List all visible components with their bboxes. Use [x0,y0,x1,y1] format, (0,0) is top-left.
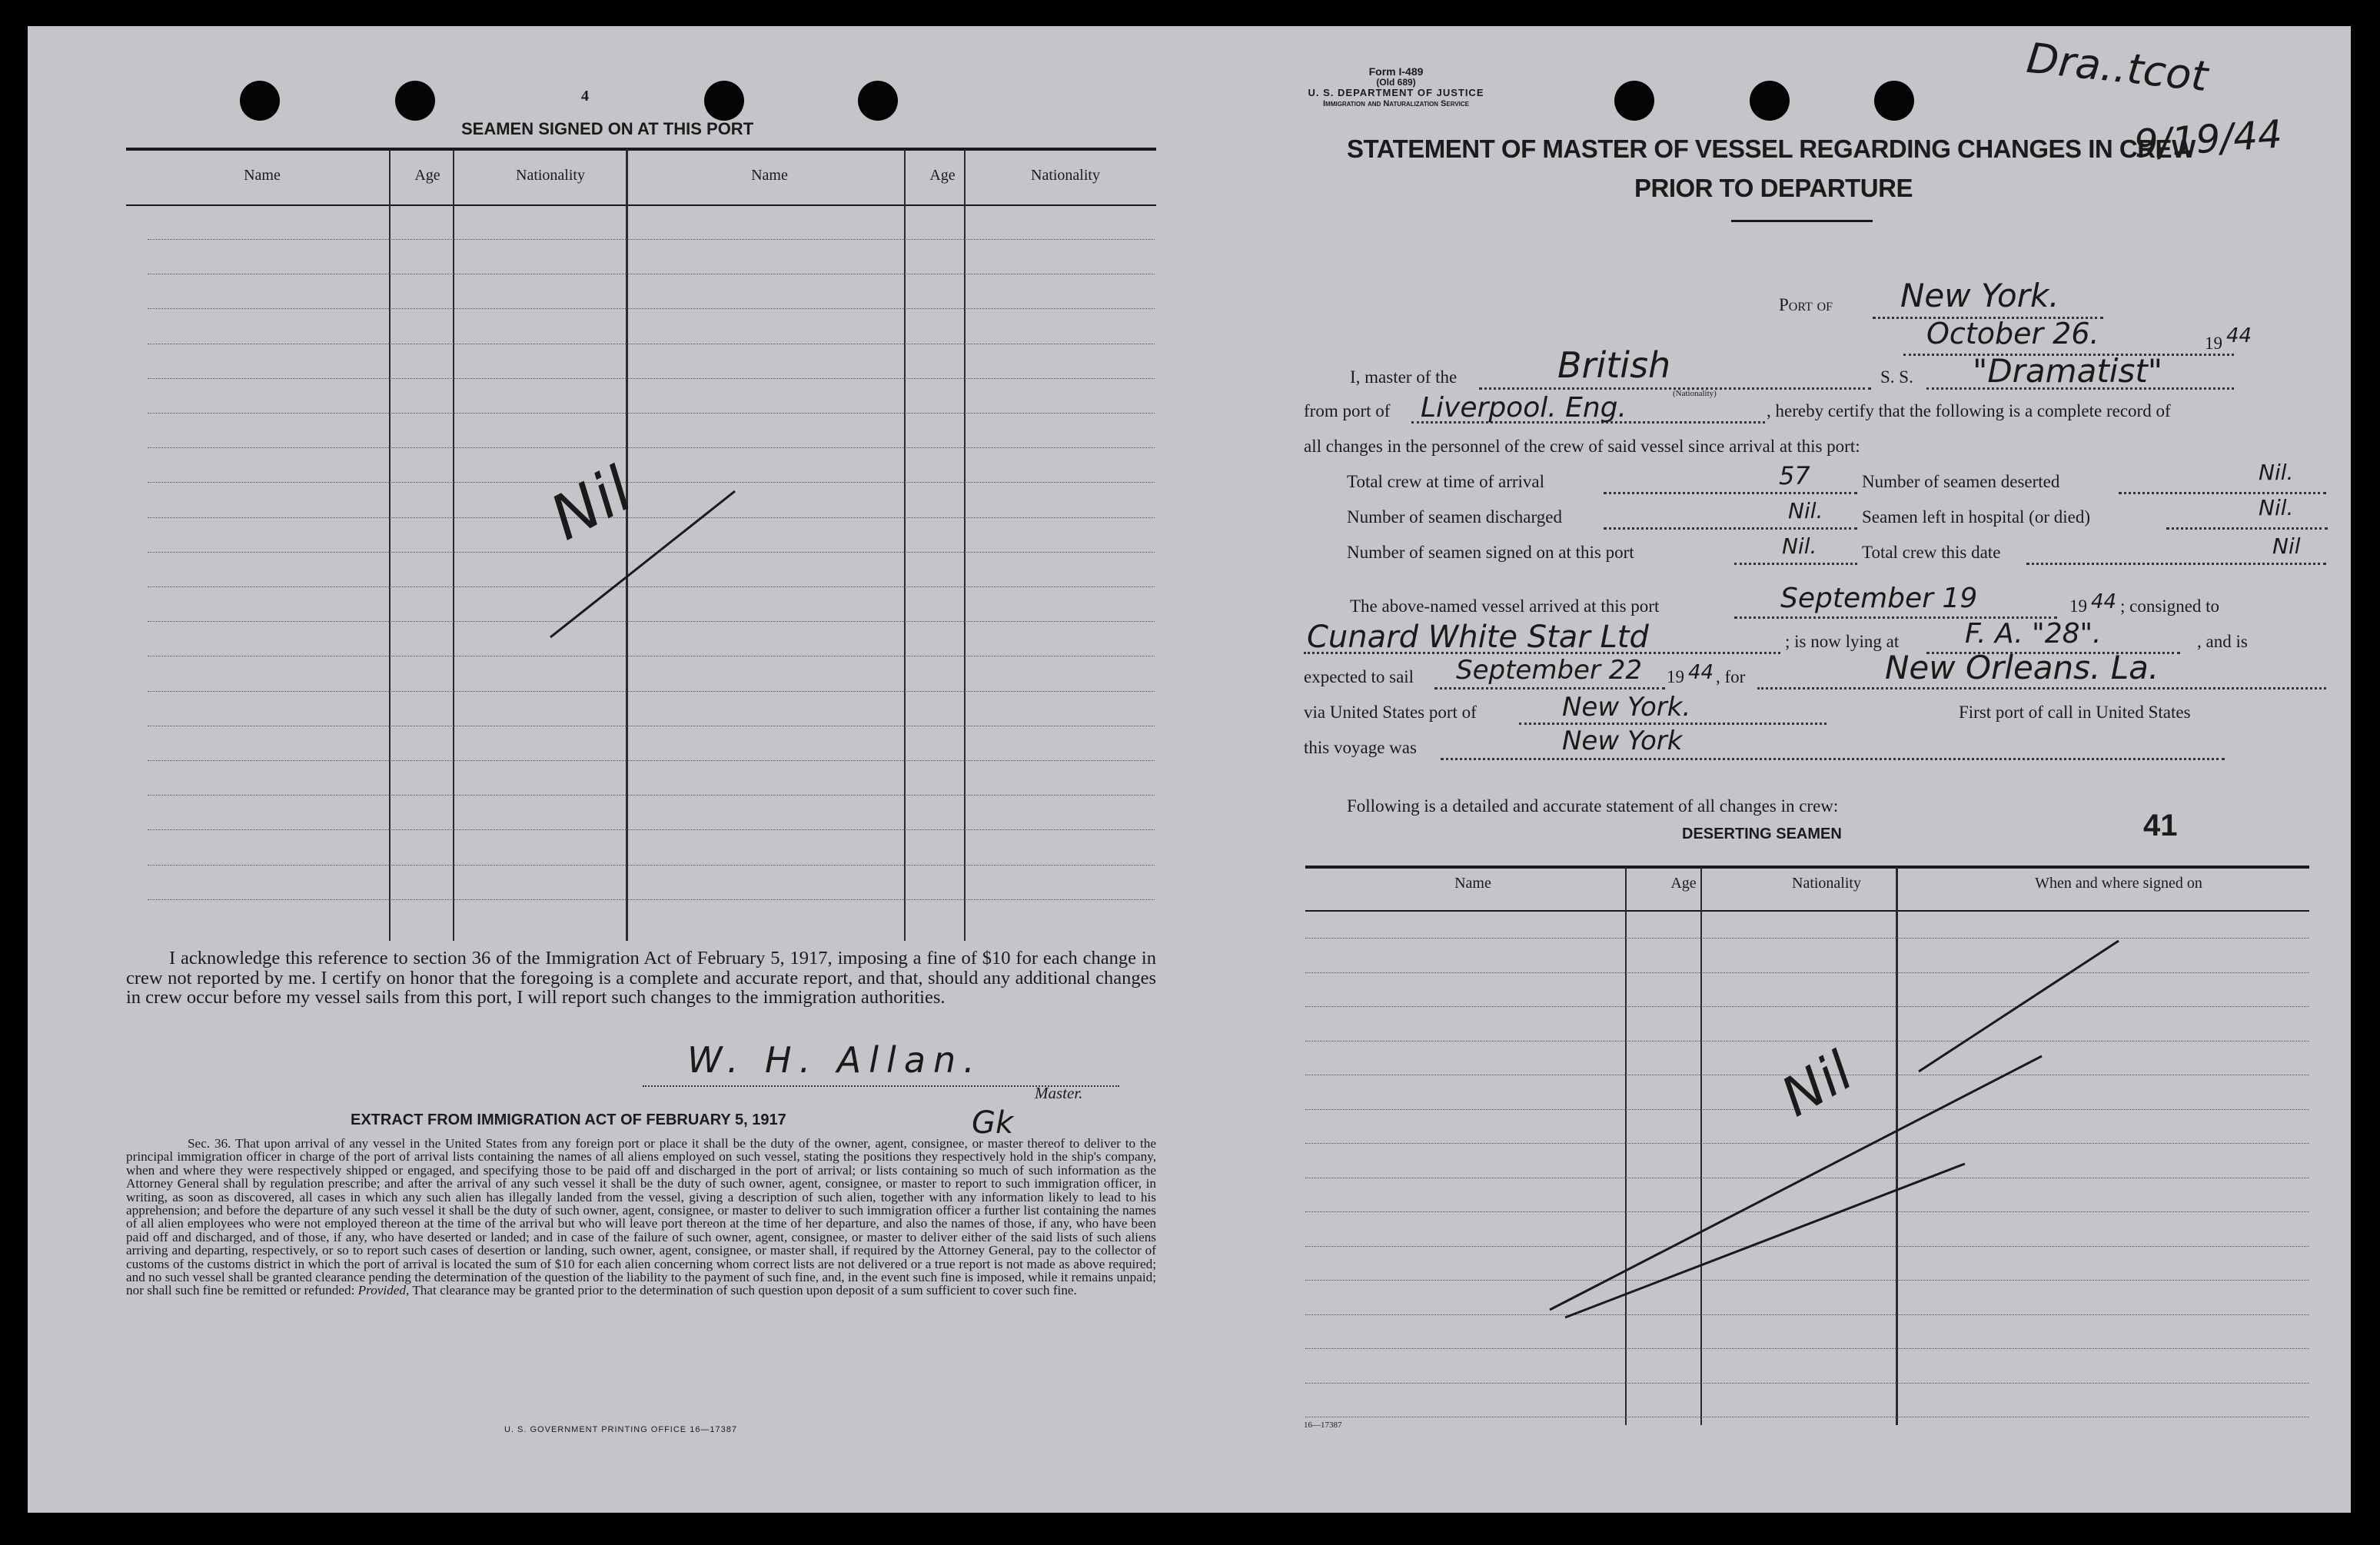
consignee: Cunard White Star Ltd [1307,620,1649,655]
svg-text:Nil: Nil [539,453,644,554]
lying-label: ; is now lying at [1785,632,1900,651]
hospital-value: Nil. [2259,495,2294,520]
extract-text [126,1137,1156,1297]
col-header-age: Age [414,167,440,184]
punch-hole [1874,81,1914,121]
from-port-value: Liverpool. Eng. [1421,392,1627,424]
form-title-line2: PRIOR TO DEPARTURE [1634,174,1913,202]
col-header-name: Name [751,167,788,184]
port-label: Port of [1779,295,1833,314]
changes-text: all changes in the personnel of the crew of said vessel since arrival at this port: [1304,437,1860,456]
extract-body: That upon arrival of any vessel in the United States from any foreign port or place it shall be the duty of the owner, agent, consignee, or master thereof to deliver to the principal immigration officer in charge of the port of arrival lists containing the names of all aliens employed on such vessel, stating the positions they respectively hold in the ship's company, when and where they were respectively shipped or engaged, and specifying those to be paid off and discharged in the port of arrival; or lists containing so much of such information as the Attorney General shall by regulation prescribe; and after the arrival of any such vessel it shall be the duty of such owner, agent, consignee, or master to report to such immigration officer, in writing, as soon as discovered, all cases in which any such alien has illegally landed from the vessel, giving a description of such alien, together with any information likely to lead to his apprehension; and before the departure of any such vessel it shall be the duty of such owner, agent, consignee, or master to deliver to such immigration officer a further list containing the names of all alien employees who were not employed thereon at the time of the arrival but who will leave port thereon at the time of her departure, and also the names of those, if any, who have been paid off and discharged, and of those, if any, who have deserted or landed; and in case of the failure of such owner, agent, consignee, or master to deliver either of the said lists of such aliens arriving and departing, respectively, or so to report such cases of desertion or landing, such owner, agent, consignee, or master shall, if required by the Attorney General, pay to the collector of customs of the customs district in which the port of arrival is located the sum of $10 for each alien concerning whom correct lists are not delivered or a true report is not made as above required; and no such vessel shall be granted clearance pending the determination of the question of the liability to the payment of such fine, and, in the event such fine is imposed, while it remains unpaid; nor shall such fine be remitted or refunded: [126,1136,1156,1298]
extract-title: EXTRACT FROM IMMIGRATION ACT OF FEBRUARY 5, 1917 [351,1111,786,1128]
arrived-year: 44 [2091,590,2117,613]
sail-year: 44 [1688,661,1714,684]
table-row-line [1305,1348,2309,1349]
corner-note: Dra..tcot [2024,33,2210,101]
expected-label: expected to sail [1304,667,1414,686]
arrived-year-prefix: 19 [2069,596,2087,616]
via-label: via United States port of [1304,703,1477,722]
col-header-signed-on: When and where signed on [2035,875,2202,892]
extract-end: That clearance may be granted prior to the determination of such question upon deposit of a sum sufficient to cover such fine. [412,1283,1077,1298]
page-number: 4 [581,88,589,105]
table-row-line [148,760,1155,761]
punch-hole [395,81,435,121]
signature-role: Master. [1035,1084,1083,1102]
total-date-label: Total crew this date [1862,543,2001,562]
initials: Gk [972,1105,1014,1141]
col-header-name: Name [1454,875,1491,892]
document-sheet [28,26,2351,1513]
corner-date: 9/19/44 [2132,111,2284,167]
deserted-value: Nil. [2259,460,2294,485]
ss-label: S. S. [1880,367,1913,387]
col-header-age: Age [929,167,956,184]
nationality-caption: (Nationality) [1673,389,1717,398]
service: Immigration and Naturalization Service [1322,99,1469,108]
punch-hole [1750,81,1790,121]
total-arrival-label: Total crew at time of arrival [1347,472,1545,491]
punch-hole [704,81,744,121]
total-arrival-value: 57 [1779,461,1810,490]
hospital-label: Seamen left in hospital (or died) [1862,507,2091,527]
extract-provided: Provided, [357,1283,410,1298]
master-signature: W. H. Allan. [687,1039,982,1081]
table-row-line [1305,1383,2309,1384]
section-title: SEAMEN SIGNED ON AT THIS PORT [461,119,754,138]
arrived-label: The above-named vessel arrived at this port [1350,596,1660,616]
year-prefix: 19 [2205,334,2222,353]
lying-value: F. A. "28". [1965,618,2102,650]
signed-on-value: Nil. [1782,533,1817,559]
printing-office: U. S. GOVERNMENT PRINTING OFFICE 16—17387 [504,1425,738,1434]
nil-strike-mark [527,449,773,649]
stamp-number: 41 [2143,809,2178,842]
form-old: (Old 689) [1376,77,1416,88]
extract-section: Sec. 36. [188,1136,231,1151]
nationality-value: British [1557,344,1671,386]
col-header-nationality: Nationality [516,167,585,184]
punch-hole [240,81,280,121]
department: U. S. DEPARTMENT OF JUSTICE [1308,87,1484,98]
table-row-line [148,795,1155,796]
table-row-line [148,413,1155,414]
from-port-label: from port of [1304,401,1391,420]
punch-hole [858,81,898,121]
following-text: Following is a detailed and accurate statement of all changes in crew: [1347,796,1839,816]
discharged-value: Nil. [1788,498,1823,523]
deserting-title: DESERTING SEAMEN [1682,826,1842,842]
signed-on-label: Number of seamen signed on at this port [1347,543,1634,562]
total-date-value: Nil [2272,533,2301,559]
punch-hole [1614,81,1654,121]
voyage-value: New York [1562,726,1683,756]
report-date: October 26. [1926,317,2099,351]
col-header-nationality: Nationality [1792,875,1861,892]
for-label: , for [1716,667,1746,686]
form-header [1273,66,1519,109]
sail-year-prefix: 19 [1667,667,1684,686]
table-row-line [148,691,1155,692]
col-header-name: Name [244,167,281,184]
col-header-nationality: Nationality [1031,167,1100,184]
via-value: New York. [1562,692,1691,723]
port-value: New York. [1900,277,2059,314]
voyage-label: this voyage was [1304,738,1417,757]
table-row-line [148,899,1155,900]
master-label: I, master of the [1350,367,1458,387]
first-port-label: First port of call in United States [1959,703,2191,722]
form-number: Form I-489 [1368,65,1424,78]
deserted-label: Number of seamen deserted [1862,472,2060,491]
acknowledgment-text: I acknowledge this reference to section 36 of the Immigration Act of February 5, 1917, imposing a fine of $10 for each change in crew not reported by me. I certify on honor that the foregoing is a complete and accurate report, and that, should any additional changes in crew occur before my vessel sails from this port, I will report such changes to the immigration authorities. [126,948,1156,1008]
table-row-line [148,865,1155,866]
sail-date: September 22 [1456,655,1643,686]
certify-text: , hereby certify that the following is a complete record of [1767,401,2171,420]
table-row-line [148,829,1155,830]
year-value: 44 [2226,324,2252,347]
nil-strike-mark [1534,910,2149,1325]
ship-name: "Dramatist" [1973,352,2163,390]
arrived-date: September 19 [1780,583,1978,614]
consigned-label: ; consigned to [2120,596,2220,616]
table-row-line [148,239,1155,240]
discharged-label: Number of seamen discharged [1347,507,1562,527]
col-header-age: Age [1670,875,1697,892]
table-row-line [148,308,1155,309]
destination: New Orleans. La. [1885,649,2159,686]
svg-text:Nil: Nil [1770,1039,1863,1129]
table-row-line [148,378,1155,379]
and-is: , and is [2197,632,2248,651]
form-title-line1: STATEMENT OF MASTER OF VESSEL REGARDING CHANGES IN CREW [1347,135,2196,163]
footer-code: 16—17387 [1304,1420,1342,1430]
